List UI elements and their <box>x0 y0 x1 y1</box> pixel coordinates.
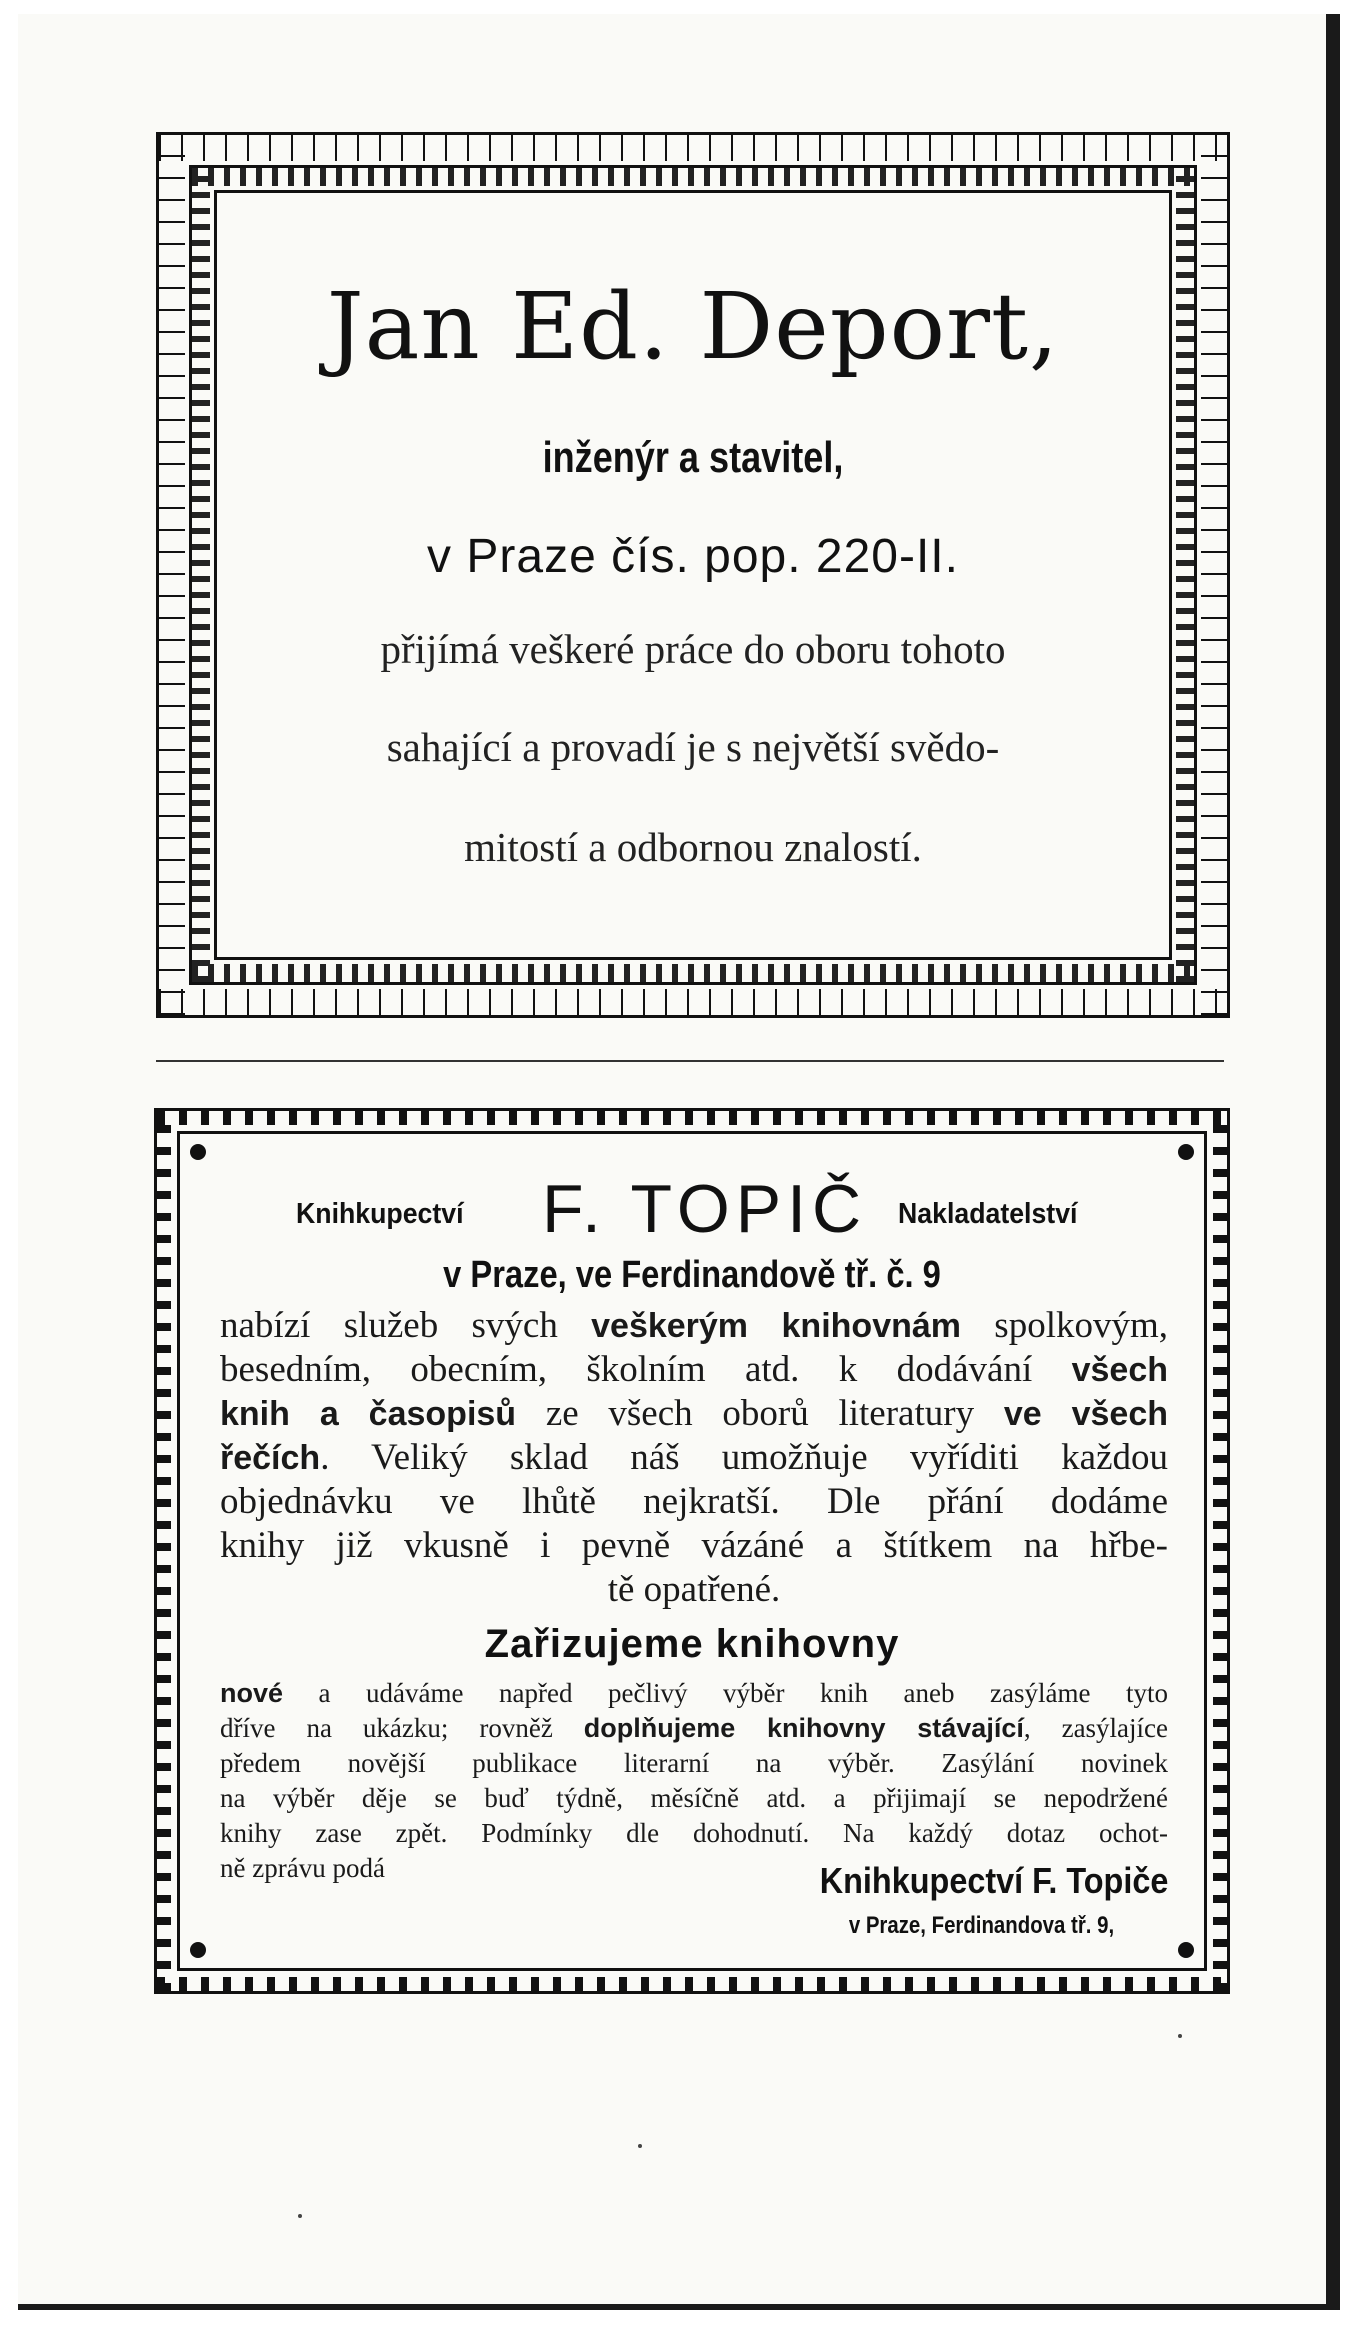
emphasis: knih a časopisů <box>220 1395 517 1433</box>
deport-body-line: sahající a provadí je s největší svědo- <box>386 724 1000 770</box>
paragraph-line <box>220 1436 1168 1480</box>
scanned-page <box>18 14 1340 2310</box>
emphasis: ve všech <box>1003 1395 1168 1433</box>
corner-ornament-icon <box>1178 1942 1194 1958</box>
paragraph-line: objednávku ve lhůtě nejkratší. Dle přání dodáme <box>220 1481 1168 1522</box>
paragraph-line: tě opatřené. <box>607 1569 781 1610</box>
text-run: . Veliký sklad náš umožňuje vyříditi každou <box>320 1437 1168 1478</box>
corner-ornament-icon <box>1178 1144 1194 1160</box>
emphasis: doplňujeme knihovny stávající <box>583 1713 1024 1743</box>
topic-header-name: F. TOPIČ <box>542 1171 868 1247</box>
topic-signature-address: v Praze, Ferdinandova tř. 9, <box>848 1912 1114 1939</box>
paragraph-line <box>220 1348 1168 1392</box>
topic-header-publisher: Nakladatelství <box>898 1198 1078 1230</box>
small-line: předem novější publikace literarní na výběr. Zasýlání novinek <box>220 1748 1168 1778</box>
paragraph-line <box>220 1392 1168 1436</box>
deport-body-line: přijímá veškeré práce do oboru tohoto <box>380 626 1006 672</box>
text-run: a udáváme napřed pečlivý výběr knih aneb zasýláme tyto <box>283 1678 1168 1708</box>
deport-address: v Praze čís. pop. 220-II. <box>427 530 959 583</box>
emphasis: nové <box>220 1678 284 1708</box>
topic-ad <box>177 1131 1207 1971</box>
corner-ornament-icon <box>190 1942 206 1958</box>
text-run: dříve na ukázku; rovněž <box>220 1713 584 1743</box>
emphasis: řečích <box>220 1439 321 1477</box>
small-line: na výběr děje se buď týdně, měsíčně atd. a přijimají se nepodržené <box>220 1783 1168 1813</box>
text-run: nabízí služeb svých <box>220 1305 592 1346</box>
topic-signature: Knihkupectví F. Topiče <box>819 1860 1168 1901</box>
corner-ornament-icon <box>190 1144 206 1160</box>
emphasis: veškerým knihovnám <box>591 1307 962 1345</box>
deport-profession: inženýr a stavitel, <box>542 433 844 482</box>
deport-name: Jan Ed. Deport, <box>326 273 1060 380</box>
topic-subheading: Zařizujeme knihovny <box>484 1622 900 1666</box>
paragraph-line: knihy již vkusně i pevně vázáné a štítkem na hřbe- <box>220 1525 1168 1566</box>
section-divider <box>156 1060 1224 1062</box>
small-line: ně zprávu podá <box>220 1853 385 1883</box>
page-edge <box>0 0 1361 14</box>
topic-paragraph <box>220 1304 1168 1612</box>
topic-small-paragraph <box>220 1676 1168 1886</box>
topic-address: v Praze, ve Ferdinandově tř. č. 9 <box>443 1254 941 1296</box>
print-speck <box>638 2144 642 2148</box>
text-run: , zasýlajíce <box>1023 1713 1169 1743</box>
topic-header-bookshop: Knihkupectví <box>296 1198 464 1230</box>
text-run: besedním, obecním, školním atd. k dodávání <box>220 1349 1072 1390</box>
emphasis: všech <box>1071 1351 1168 1389</box>
print-speck <box>1178 2034 1182 2038</box>
small-line <box>220 1676 1168 1711</box>
deport-ad-border <box>189 165 1197 985</box>
deport-ad-frame <box>156 132 1230 1018</box>
deport-body-line: mitostí a odbornou znalostí. <box>464 824 922 870</box>
deport-ad <box>214 190 1172 960</box>
topic-ad-frame <box>154 1108 1230 1994</box>
text-run: ze všech oborů literatury <box>516 1393 1004 1434</box>
small-line <box>220 1711 1168 1746</box>
text-run: spolkovým, <box>961 1305 1169 1346</box>
print-speck <box>298 2214 302 2218</box>
small-line: knihy zase zpět. Podmínky dle dohodnutí. Na každý dotaz ochot- <box>220 1818 1168 1848</box>
paragraph-line <box>220 1304 1168 1348</box>
